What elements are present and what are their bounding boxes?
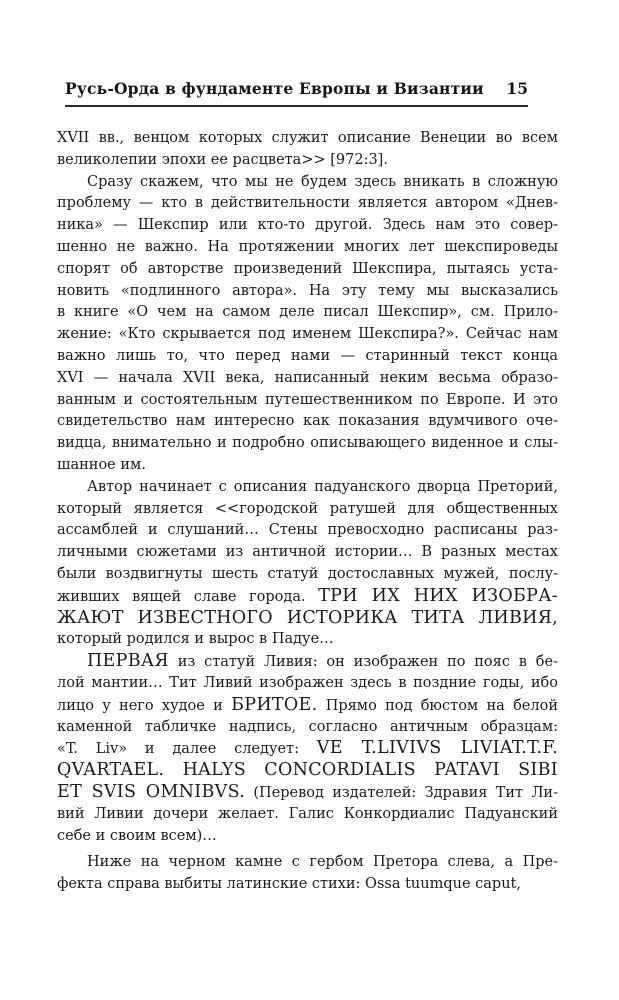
text-line — [57, 651, 558, 673]
text-line — [57, 390, 558, 412]
text-segment: шенно не важно. На протяжении многих лет шекспироведы — [57, 238, 558, 255]
text-line — [57, 346, 558, 368]
text-line — [57, 542, 558, 564]
text-line — [57, 738, 558, 760]
text-segment: лой мантии… Тит Ливий изображен здесь в поздние годы, ибо — [57, 674, 558, 691]
paragraph — [57, 172, 558, 477]
text-line — [57, 760, 558, 782]
text-line — [57, 324, 558, 346]
text-segment: в книге «О чем на самом деле писал Шекспир», см. Прило- — [57, 304, 558, 321]
text-segment: великолепии эпохи ее расцвета>> [972:3]. — [57, 151, 388, 168]
header-title: Русь-Орда в фундаменте Европы и Византии — [65, 79, 484, 98]
text-line — [57, 717, 558, 739]
text-segment: ассамблей и слушаний… Стены превосходно расписаны раз- — [57, 522, 558, 539]
text-segment: Автор начинает с описания падуанского дворца Преторий, — [87, 478, 558, 495]
text-segment: который является <<городской ратушей для общественных — [57, 500, 558, 517]
text-segment: жение: «Кто скрывается под именем Шекспира?». Сейчас нам — [57, 326, 558, 343]
text-line — [57, 499, 558, 521]
text-line — [57, 433, 558, 455]
text-segment: проблему — кто в действительности является автором «Днев- — [57, 195, 558, 212]
text-line — [57, 852, 558, 874]
page-body — [57, 128, 558, 896]
text-segment: из статуй Ливия: он изображен по пояс в бе- — [168, 654, 558, 671]
text-segment: живших вящей славе города. — [57, 588, 319, 605]
text-segment: были воздвигнуты шесть статуй достославных мужей, послу- — [57, 565, 558, 582]
emphasized-caps-text: ПЕРВАЯ — [87, 651, 169, 672]
text-line — [57, 629, 558, 651]
emphasized-caps-text: ТРИ ИХ НИХ ИЗОБРА- — [318, 585, 558, 606]
text-line — [57, 782, 558, 804]
text-line — [57, 874, 558, 896]
text-line — [57, 172, 558, 194]
text-segment: который родился и вырос в Падуе… — [57, 631, 334, 648]
text-line — [57, 411, 558, 433]
text-segment: личными сюжетами из античной истории… В разных местах — [57, 544, 558, 561]
text-segment: XVII вв., венцом которых служит описание Венеции во всем — [57, 130, 558, 146]
text-segment: ника» — Шекспир или кто-то другой. Здесь нам это совер- — [57, 217, 558, 234]
text-line — [57, 826, 558, 848]
text-line — [57, 608, 558, 630]
paragraph — [57, 128, 558, 172]
text-line — [57, 368, 558, 390]
text-segment: важно лишь то, что перед нами — старинный текст конца — [57, 347, 558, 364]
text-segment: XVI — начала XVII века, написанный неким весьма образо- — [57, 369, 558, 386]
text-segment: (Перевод издателей: Здравия Тит Ли- — [245, 784, 558, 801]
text-line — [57, 193, 558, 215]
emphasized-caps-text: ЖАЮТ ИЗВЕСТНОГО ИСТОРИКА ТИТА ЛИВИЯ, — [57, 607, 558, 628]
text-segment: себе и своим всем)… — [57, 827, 217, 844]
emphasized-caps-text: VE T.LIVIVS LIVIAT.T.F. — [316, 738, 558, 759]
page-number: 15 — [506, 79, 528, 98]
text-segment: Ниже на черном камне с гербом Претора слева, а Пре- — [87, 854, 558, 871]
text-line — [57, 586, 558, 608]
text-segment: ванным и состоятельным путешественником по Европе. И это — [57, 391, 558, 408]
text-segment: лицо у него худое и — [57, 697, 232, 714]
paragraph — [57, 477, 558, 651]
text-line — [57, 455, 558, 477]
text-segment: вий Ливии дочери желает. Галис Конкордиалис Падуанский — [57, 805, 558, 822]
text-segment: «T. Liv» и далее следует: — [57, 741, 317, 758]
text-line — [57, 150, 558, 172]
text-line — [57, 520, 558, 542]
text-segment: свидетельство нам интересно как показания вдумчивого оче- — [57, 413, 558, 430]
text-segment: Прямо под бюстом на белой — [317, 697, 558, 714]
text-line — [57, 804, 558, 826]
paragraph — [57, 651, 558, 847]
text-line — [57, 477, 558, 499]
text-line — [57, 259, 558, 281]
text-segment: видца, внимательно и подробно описывающего виденное и слы- — [57, 435, 558, 452]
emphasized-caps-text: БРИТОЕ. — [231, 694, 318, 715]
text-line — [57, 673, 558, 695]
text-segment: шанное им. — [57, 456, 146, 473]
paragraph — [57, 852, 558, 896]
emphasized-caps-text: QVARTAEL. HALYS CONCORDIALIS PATAVI SIBI — [57, 760, 558, 781]
text-line — [57, 281, 558, 303]
emphasized-caps-text: ET SVIS OMNIBVS. — [57, 781, 246, 802]
text-line — [57, 128, 558, 150]
text-line — [57, 215, 558, 237]
text-line — [57, 237, 558, 259]
text-line — [57, 302, 558, 324]
running-header — [65, 79, 528, 107]
text-segment: Сразу скажем, что мы не будем здесь вникать в сложную — [87, 173, 558, 190]
text-line — [57, 564, 558, 586]
text-line — [57, 695, 558, 717]
text-segment: фекта справа выбиты латинские стихи: Ossa tuumque caput, — [57, 876, 521, 893]
text-segment: каменной табличке надпись, согласно античным образцам: — [57, 718, 558, 735]
text-segment: спорят об авторстве произведений Шекспира, пытаясь уста- — [57, 260, 558, 277]
text-segment: новить «подлинного автора». На эту тему мы высказались — [57, 282, 558, 299]
